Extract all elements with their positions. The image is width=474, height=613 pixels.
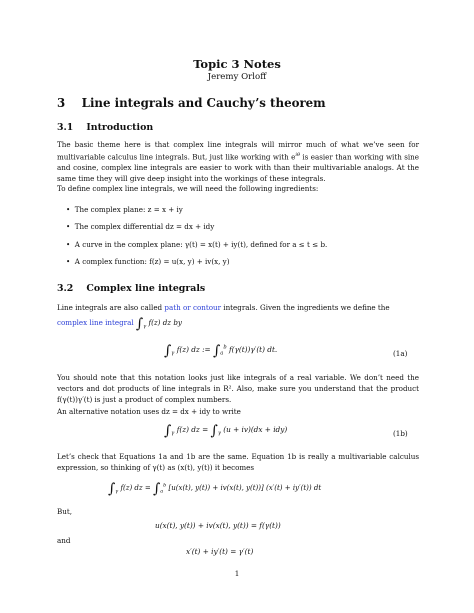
definition-paragraph-2: [57, 317, 182, 332]
integral-lower-limit: a: [160, 488, 164, 495]
definition-paragraph: [57, 302, 390, 313]
def-text-b: integrals. Given the ingredients we define the: [221, 303, 390, 312]
intro-paragraph: [57, 139, 419, 184]
alt-notation-text: An alternative notation uses dz = dx + idy to write: [57, 407, 241, 416]
eq1b-left: f(z) dz =: [176, 425, 209, 434]
check-paragraph: Let’s check that Equations 1a and 1b are the same. Equation 1b is really a multivariable calculus expression, so thinking of γ(t) as (x(t), y(t)) it becomes: [57, 452, 419, 472]
integrand: f(z) dz by: [148, 318, 182, 327]
integral-sign: ∫: [164, 343, 172, 359]
integral-sign: ∫: [212, 343, 221, 359]
integral-sign: ∫: [210, 423, 218, 439]
integral-lower-limit: γ: [171, 430, 175, 437]
eq1a-right: f(γ(t))γ′(t) dt.: [228, 345, 278, 354]
expanded-equation: [108, 481, 321, 497]
subsection-heading-line-integrals: [57, 283, 205, 294]
eq3-left: f(z) dz =: [120, 484, 151, 492]
subsection-title: Introduction: [86, 122, 154, 133]
integral-sign: ∫: [164, 423, 172, 439]
but-text: But,: [57, 507, 72, 516]
subsection-number: 3.2: [57, 283, 74, 294]
subsection-title: Complex line integrals: [86, 283, 206, 294]
complex-line-integral-link[interactable]: complex line integral: [57, 318, 134, 327]
bullet-item: • The complex differential dz = dx + idy: [66, 222, 215, 231]
bullet-text: A complex function: f(z) = u(x, y) + iv(x, y): [74, 257, 230, 266]
integral-upper-limit: b: [163, 482, 167, 489]
intro-text-b: is easier than working with sine and cosine, complex line integrals are easier to work with than their multivariable analogs. At the same time they will give deep insight into the workings of these integrals.: [57, 152, 419, 184]
intro-text-a: The basic theme here is that complex line integrals will mirror much of what we’ve seen for multivariable calculus line integrals. But, just like working with e: [57, 140, 419, 162]
bullet-item: • A curve in the complex plane: γ(t) = x(t) + iy(t), defined for a ≤ t ≤ b.: [66, 240, 328, 249]
section-number: 3: [57, 96, 66, 110]
eq1a-left: f(z) dz :=: [176, 345, 211, 354]
integral-sign: ∫: [135, 316, 144, 332]
integral-lower-limit: γ: [217, 430, 221, 437]
document-title: Topic 3 Notes: [193, 57, 281, 71]
integral-upper-limit: b: [223, 344, 227, 351]
section-title: Line integrals and Cauchy’s theorem: [81, 96, 326, 110]
bullet-text: The complex differential dz = dx + idy: [74, 222, 215, 231]
integral-lower-limit: γ: [115, 488, 119, 495]
author-name: Jeremy Orloff: [207, 72, 267, 82]
path-contour-link[interactable]: path or contour: [164, 303, 222, 312]
integral-sign: ∫: [108, 481, 116, 497]
subsection-heading-intro: [57, 122, 153, 133]
bullet-text: A curve in the complex plane: γ(t) = x(t) + iy(t), defined for a ≤ t ≤ b.: [74, 240, 328, 249]
eq1b-right: (u + iv)(dx + idy): [223, 425, 288, 434]
page-number: 1: [234, 569, 240, 578]
subsection-number: 3.1: [57, 122, 74, 133]
eq3-right: [u(x(t), y(t)) + iv(x(t), y(t))] (x′(t) + iy′(t)) dt: [168, 484, 322, 492]
integral-lower-limit: γ: [171, 350, 175, 357]
bullet-item: • A complex function: f(z) = u(x, y) + iv(x, y): [66, 257, 230, 266]
equation-number-1b: (1b): [393, 429, 408, 438]
ingredients-intro: To define complex line integrals, we will need the following ingredients:: [57, 184, 319, 193]
integral-lower-limit: a: [220, 350, 224, 357]
notation-paragraph: You should note that this notation looks just like integrals of a real variable. We don’t need the vectors and dot products of line integrals in R². Also, make sure you understand that the product f(γ(t))γ′(t) is just a product of complex numbers.: [57, 373, 419, 404]
intro-exponent: iθ: [295, 152, 300, 158]
equation-1a: [164, 343, 277, 359]
section-heading: [57, 96, 326, 110]
bullet-text: The complex plane: z = x + iy: [74, 205, 183, 214]
integral-sign: ∫: [152, 481, 161, 497]
equation-gamma-prime: x′(t) + iy′(t) = γ′(t): [186, 547, 254, 556]
and-text: and: [57, 536, 71, 545]
equation-number-1a: (1a): [393, 349, 408, 358]
bullet-item: • The complex plane: z = x + iy: [66, 205, 183, 214]
equation-u-iv: u(x(t), y(t)) + iv(x(t), y(t)) = f(γ(t)): [155, 521, 281, 530]
def-text-a: Line integrals are also called: [57, 303, 165, 312]
integral-lower-limit: γ: [143, 323, 147, 330]
equation-1b: [164, 423, 287, 439]
